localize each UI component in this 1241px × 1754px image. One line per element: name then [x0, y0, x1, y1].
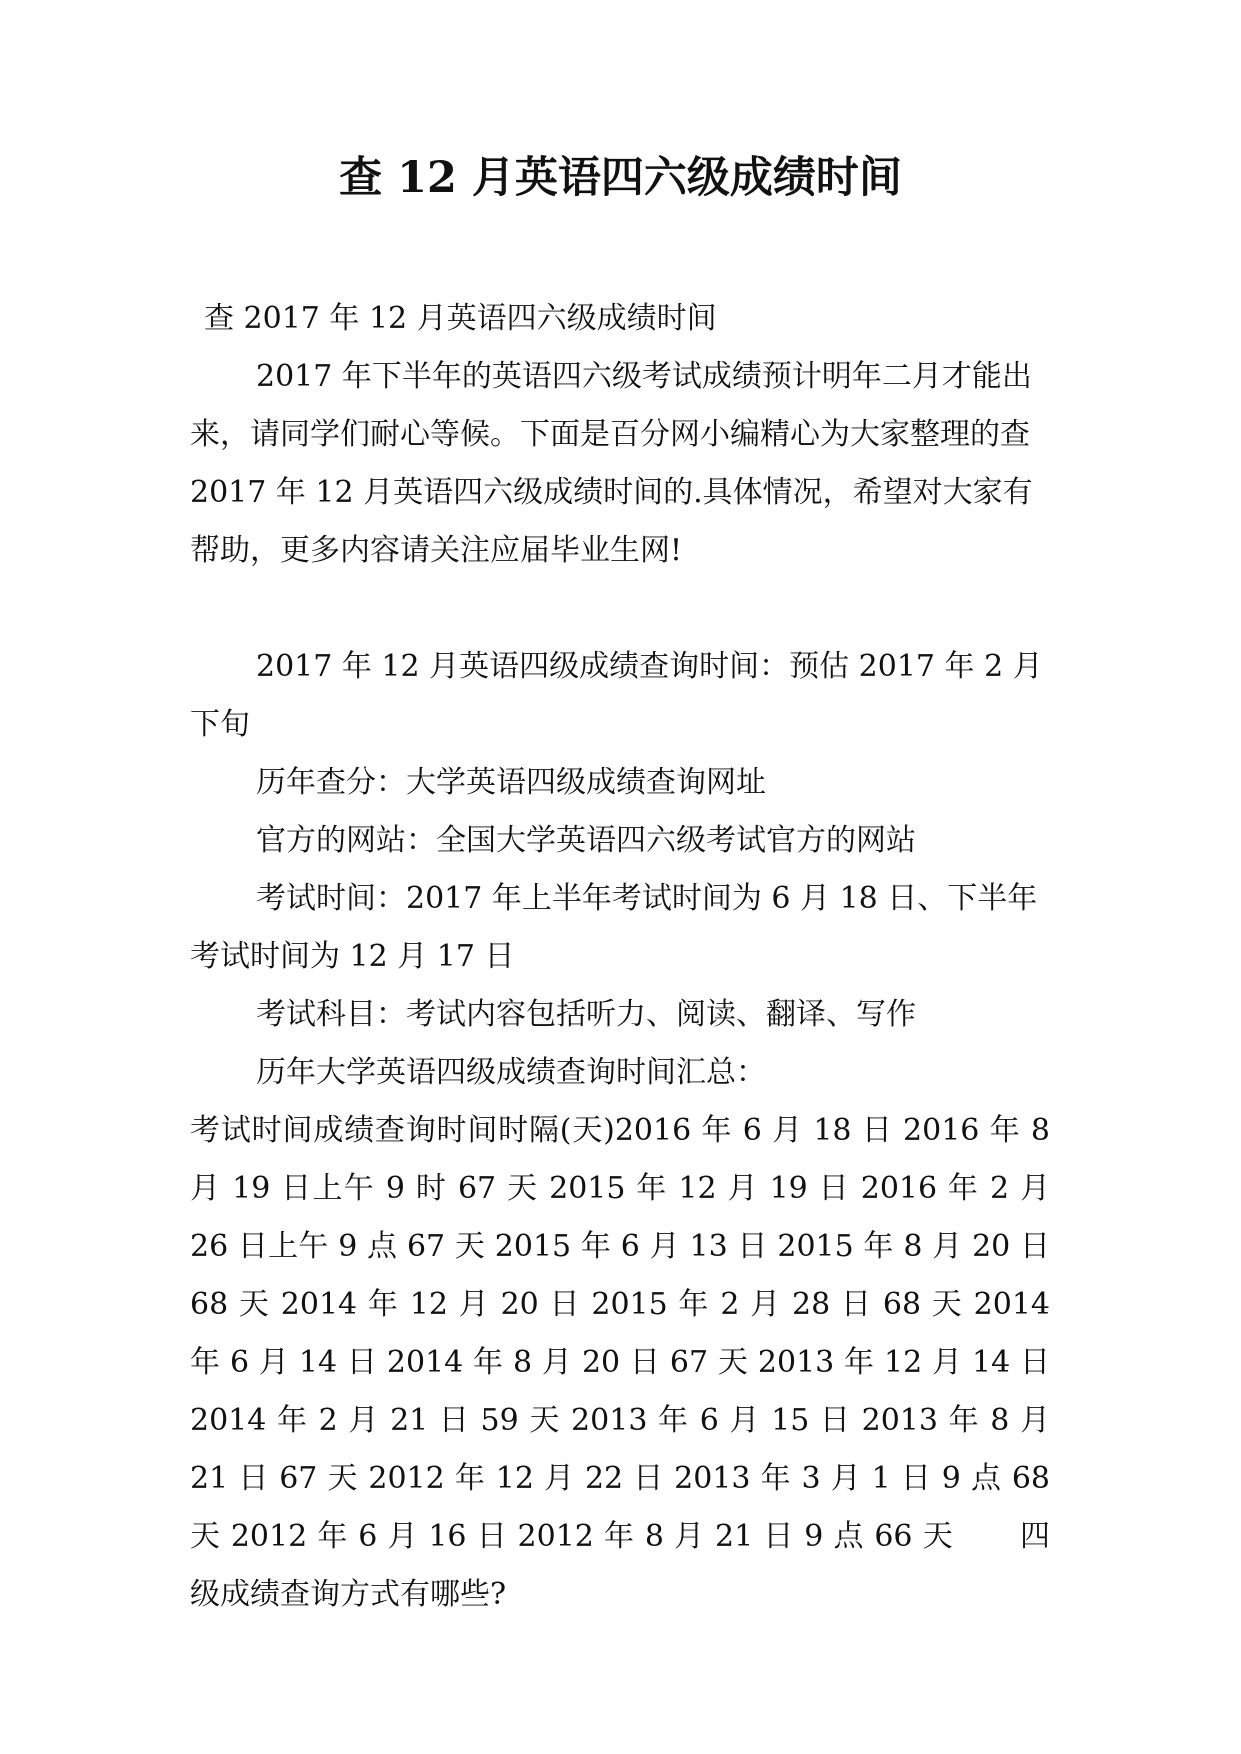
history-summary-text: 考试时间成绩查询时间时隔(天)2016 年 6 月 18 日 2016 年 8 月 19 日上午 9 时 67 天 2015 年 12 月 19 日 2016 年 2 月 26 日上午 9 点 67 天 2015 年 6 月 13 日 2015 年 8 月 20 日 68 天 2014 年 12 月 20 日 2015 年 2 月 28 日 68 天 2014 年 6 月 14 日 2014 年 8 月 20 日 67 天 2013 年 12 月 14 日 2014 年 2 月 21 日 59 天 2013 年 6 月 15 日 2013 年 8 月 21 日 67 天 2012 年 12 月 22 日 2013 年 3 月 1 日 9 点 68 天 2012 年 6 月 16 日 2012 年 8 月 21 日 9 点 66 天: [190, 1113, 1050, 1554]
intro-paragraph: 2017 年下半年的英语四六级考试成绩预计明年二月才能出来，请同学们耐心等候。下面是百分网小编精心为大家整理的查 2017 年 12 月英语四六级成绩时间的.具体情况，希望对大家有帮助，更多内容请关注应届毕业生网!: [190, 359, 1033, 568]
item-exam-time: 考试时间：2017 年上半年考试时间为 6 月 18 日、下半年考试时间为 12 月 17 日: [190, 881, 1038, 974]
item-official-website: 官方的网站：全国大学英语四六级考试官方的网站: [256, 823, 916, 858]
document-title: 查 12 月英语四六级成绩时间: [339, 153, 902, 203]
item-history-summary-heading: 历年大学英语四级成绩查询时间汇总：: [256, 1055, 766, 1090]
document-subtitle: 查 2017 年 12 月英语四六级成绩时间: [204, 301, 717, 336]
item-past-score-lookup: 历年查分：大学英语四级成绩查询网址: [256, 765, 766, 800]
item-exam-subjects: 考试科目：考试内容包括听力、阅读、翻译、写作: [256, 997, 916, 1032]
history-summary-paragraph: [190, 1102, 1050, 1624]
paragraph-gap: [190, 580, 1050, 638]
closing-question: 四级成绩查询方式有哪些?: [190, 1519, 1050, 1612]
document-body: [190, 290, 1050, 1624]
item-cet4-score-query-time: 2017 年 12 月英语四级成绩查询时间：预估 2017 年 2 月下旬: [190, 649, 1043, 742]
